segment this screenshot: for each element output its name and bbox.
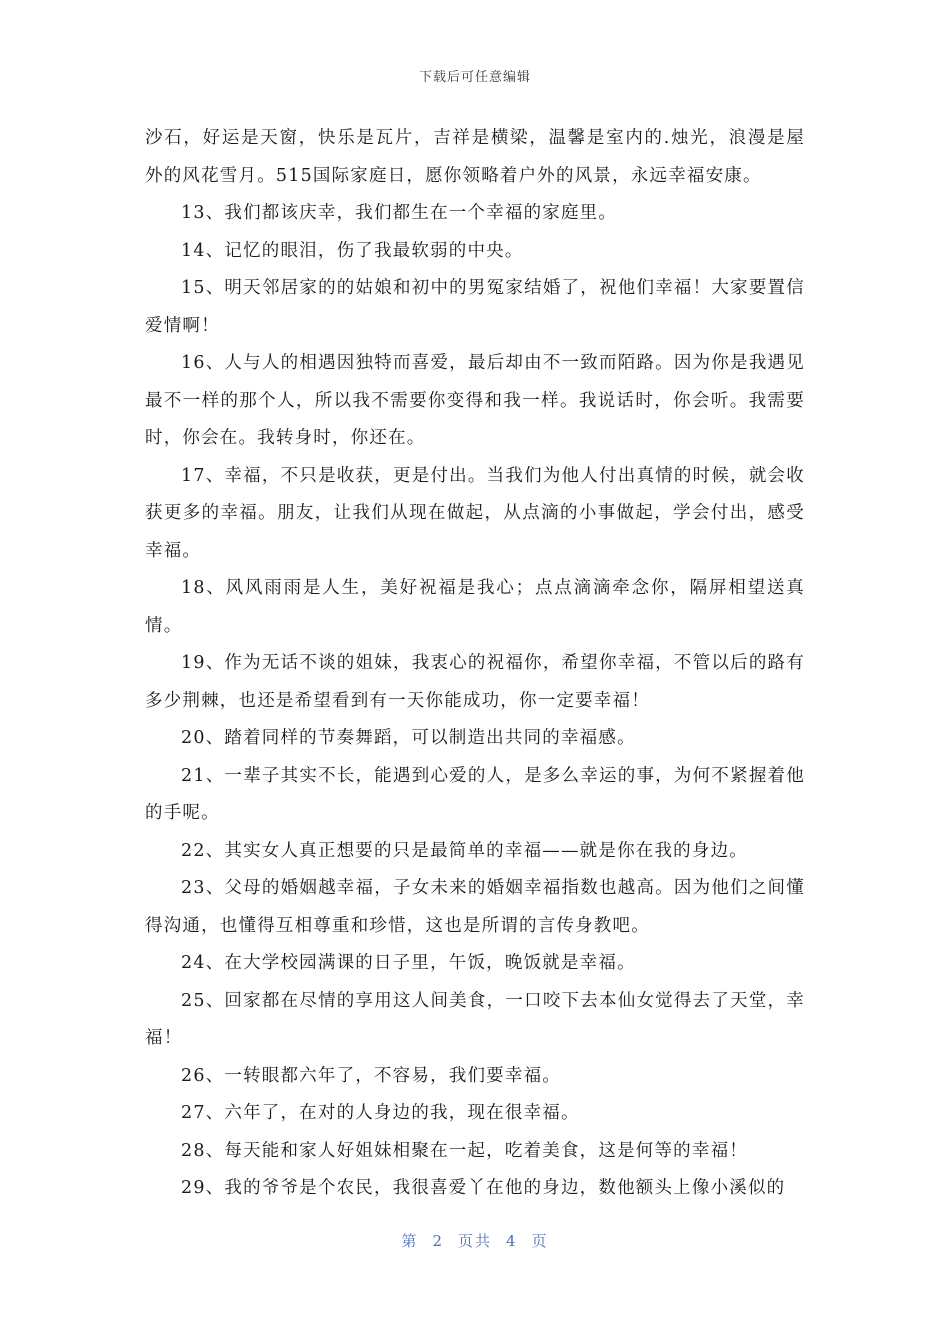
paragraph-26: 26、一转眼都六年了，不容易，我们要幸福。 [181, 1065, 561, 1086]
paragraph-20: 20、踏着同样的节奏舞蹈，可以制造出共同的幸福感。 [181, 728, 636, 748]
paragraph-18: 18、风风雨雨是人生，美好祝福是我心；点点滴滴牵念你，隔屏相望送真情。 [145, 578, 805, 636]
paragraph-23: 23、父母的婚姻越幸福，子女未来的婚姻幸福指数也越高。因为他们之间懂得沟通，也懂得互相尊重和珍惜，这也是所谓的言传身教吧。 [145, 878, 805, 936]
footer-current-page: 2 [432, 1232, 444, 1250]
paragraph-13: 13、我们都该庆幸，我们都生在一个幸福的家庭里。 [181, 203, 618, 223]
paragraph-24: 24、在大学校园满课的日子里，午饭，晚饭就是幸福。 [181, 953, 636, 973]
document-body [145, 120, 805, 1208]
footer-total-pages: 4 [506, 1232, 518, 1250]
paragraph-21: 21、一辈子其实不长，能遇到心爱的人，是多么幸运的事，为何不紧握着他的手呢。 [145, 765, 805, 823]
paragraph-29: 29、我的爷爷是个农民，我很喜爱丫在他的身边，数他额头上像小溪似的 [181, 1178, 786, 1198]
paragraph-continuation: 沙石，好运是天窗，快乐是瓦片，吉祥是横梁，温馨是室内的.烛光，浪漫是屋外的风花雪月。515国际家庭日，愿你领略着户外的风景，永远幸福安康。 [145, 128, 805, 186]
paragraph-19: 19、作为无话不谈的姐妹，我衷心的祝福你，希望你幸福，不管以后的路有多少荆棘，也还是希望看到有一天你能成功，你一定要幸福！ [145, 653, 805, 711]
paragraph-15: 15、明天邻居家的的姑娘和初中的男冤家结婚了，祝他们幸福！大家要置信爱情啊！ [145, 278, 805, 336]
paragraph-27: 27、六年了，在对的人身边的我，现在很幸福。 [181, 1103, 580, 1123]
page-header-note: 下载后可任意编辑 [418, 70, 531, 85]
footer-suffix: 页 [531, 1232, 549, 1250]
footer-prefix: 第 [401, 1232, 419, 1250]
paragraph-22: 22、其实女人真正想要的只是最简单的幸福——就是你在我的身边。 [181, 840, 748, 861]
paragraph-17: 17、幸福，不只是收获，更是付出。当我们为他人付出真情的时候，就会收获更多的幸福。朋友，让我们从现在做起，从点滴的小事做起，学会付出，感受幸福。 [145, 465, 805, 561]
paragraph-28: 28、每天能和家人好姐妹相聚在一起，吃着美食，这是何等的幸福！ [181, 1140, 748, 1161]
page-footer [0, 1230, 950, 1251]
paragraph-16: 16、人与人的相遇因独特而喜爱，最后却由不一致而陌路。因为你是我遇见最不一样的那个人，所以我不需要你变得和我一样。我说话时，你会听。我需要时，你会在。我转身时，你还在。 [145, 353, 805, 448]
paragraph-25: 25、回家都在尽情的享用这人间美食，一口咬下去本仙女觉得去了天堂，幸福！ [145, 990, 805, 1048]
footer-middle: 页共 [457, 1232, 492, 1250]
paragraph-14: 14、记忆的眼泪，伤了我最软弱的中央。 [181, 240, 524, 261]
